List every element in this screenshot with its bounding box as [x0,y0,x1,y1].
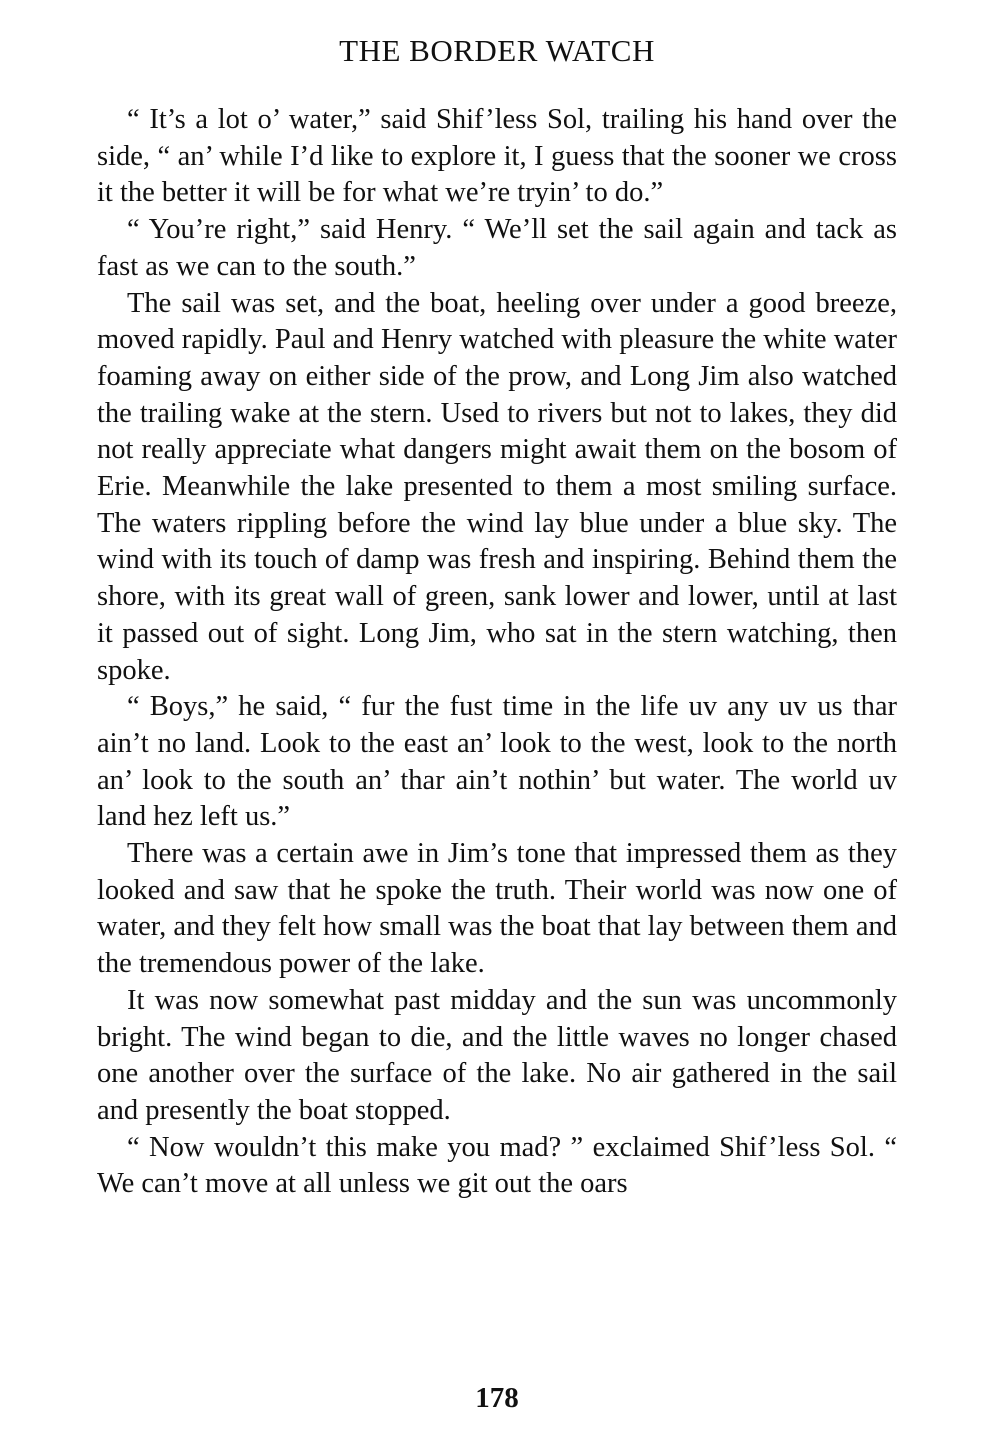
paragraph: “ You’re right,” said Henry. “ We’ll set the sail again and tack as fast as we can to the south.” [97,214,897,282]
page-number: 178 [475,1382,519,1414]
paragraph: “ Boys,” he said, “ fur the fust time in the life uv any uv us thar ain’t no land. Look to the east an’ look to the west, look to the north an’ look to the south an’ thar ain’t nothin’ but water. The world uv land hez left us.” [97,691,897,833]
paragraph: The sail was set, and the boat, heeling over under a good breeze, moved rapidly. Paul and Henry watched with pleasure the white water foaming away on either side of the prow, and Long Jim also watched the trailing wake at the stern. Used to rivers but not to lakes, they did not really appreciate what dangers might await them on the bosom of Erie. Meanwhile the lake presented to them a most smiling surface. The waters rippling before the wind lay blue under a blue sky. The wind with its touch of damp was fresh and inspiring. Behind them the shore, with its great wall of green, sank lower and lower, until at last it passed out of sight. Long Jim, who sat in the stern watching, then spoke. [97,287,897,686]
paragraph: It was now somewhat past midday and the sun was uncommonly bright. The wind began to die, and the little waves no longer chased one another over the surface of the lake. No air gathered in the sail and presently the boat stopped. [97,984,897,1126]
body-text [97,102,897,1203]
running-head: THE BORDER WATCH [339,33,655,68]
paragraph: There was a certain awe in Jim’s tone that impressed them as they looked and saw that he spoke the truth. Their world was now one of water, and they felt how small was the boat that lay between them and the tremendous power of the lake. [97,838,897,980]
paragraph: “ It’s a lot o’ water,” said Shif’less Sol, trailing his hand over the side, “ an’ while I’d like to explore it, I guess that the sooner we cross it the better it will be for what we’re tryin’ to do.” [97,104,897,209]
paragraph: “ Now wouldn’t this make you mad? ” exclaimed Shif’less Sol. “ We can’t move at all unless we git out the oars [97,1131,897,1200]
book-page [97,0,897,1429]
